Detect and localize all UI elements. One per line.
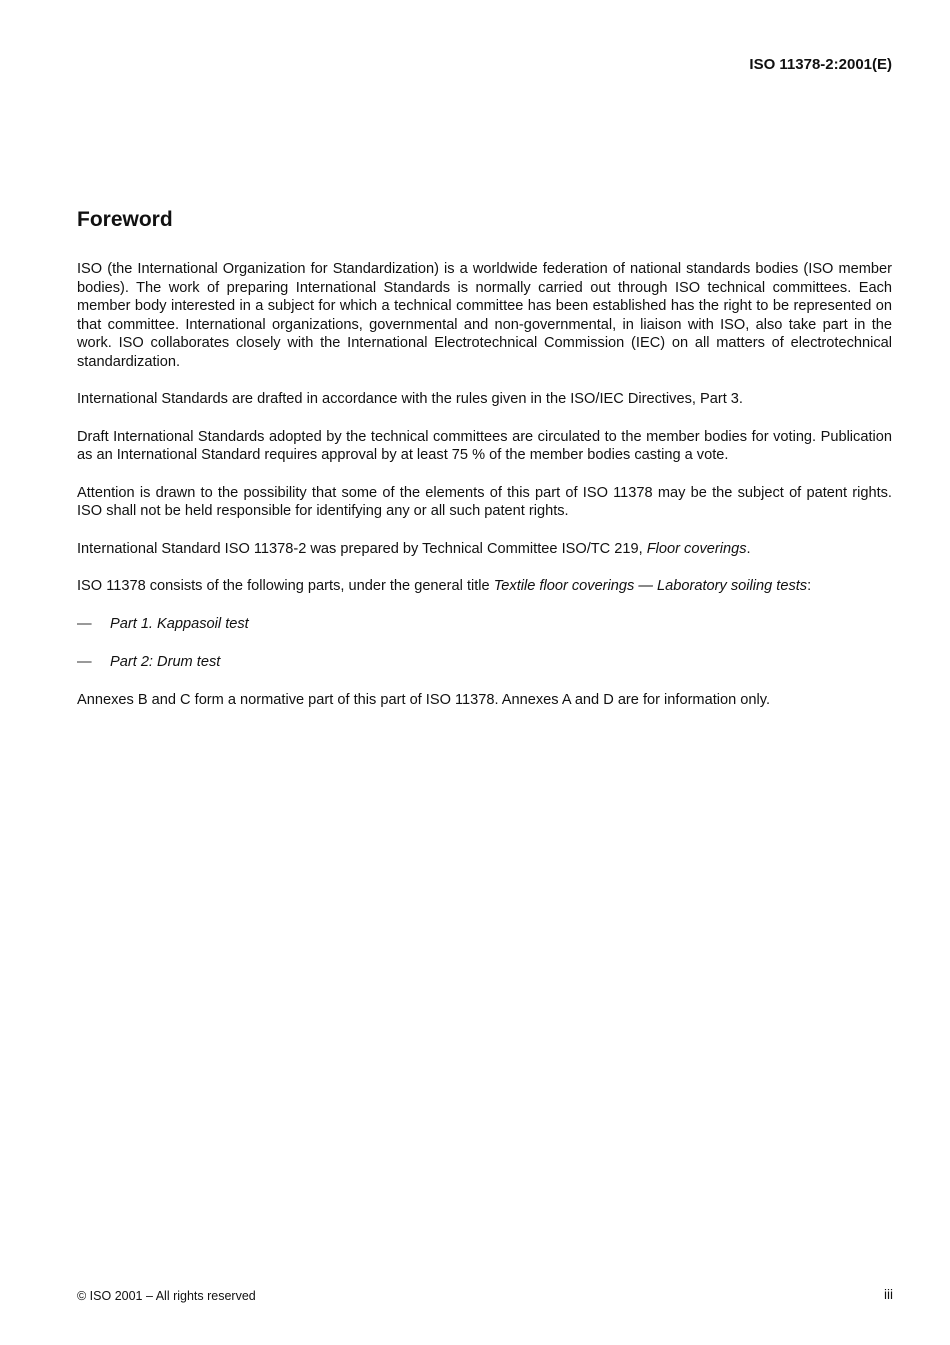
list-item [77,653,892,672]
dash-marker: — [77,653,92,670]
dash-marker: — [77,615,92,632]
foreword-body [77,260,892,728]
paragraph-voting: Draft International Standards adopted by the technical committees are circulated to the member bodies for voting. Publication as an International Standard requires approval by at least 75 % of the member bodies casting a vote. [77,428,892,463]
paragraph-annexes: Annexes B and C form a normative part of this part of ISO 11378. Annexes A and D are for information only. [77,691,771,708]
parts-intro-end: : [807,578,812,594]
copyright-notice: © ISO 2001 – All rights reserved [77,1289,256,1303]
general-title: Textile floor coverings — Laboratory soiling tests [493,578,808,594]
paragraph-parts-intro [77,577,892,596]
prepared-by-text: International Standard ISO 11378-2 was prepared by Technical Committee ISO/TC 219, [77,540,647,557]
page-title: Foreword [77,208,173,231]
page-number: iii [884,1287,893,1302]
paragraph-prepared-by [77,540,892,559]
list-item [77,615,892,634]
part-2-label: Part 2: Drum test [110,653,221,670]
paragraph-directives: International Standards are drafted in accordance with the rules given in the ISO/IEC Directives, Part 3. [77,391,743,407]
parts-intro-text: ISO 11378 consists of the following parts, under the general title [77,578,494,594]
committee-title: Floor coverings [646,540,747,557]
document-id: ISO 11378-2:2001(E) [749,56,892,73]
part-1-label: Part 1. Kappasoil test [110,615,249,632]
prepared-by-end: . [746,540,751,557]
paragraph-patent-rights: Attention is drawn to the possibility that some of the elements of this part of ISO 11378 may be the subject of patent rights. ISO shall not be held responsible for identifying any or all such patent rights. [77,484,892,519]
paragraph-iso-description: ISO (the International Organization for Standardization) is a worldwide federation of national standards bodies (ISO member bodies). The work of preparing International Standards is normally carried out through ISO technical committees. Each member body interested in a subject for which a technical committee has been established has the right to be represented on that committee. International organizations, governmental and non-governmental, in liaison with ISO, also take part in the work. ISO collaborates closely with the International Electrotechnical Commission (IEC) on all matters of electrotechnical standardization. [77,261,892,370]
